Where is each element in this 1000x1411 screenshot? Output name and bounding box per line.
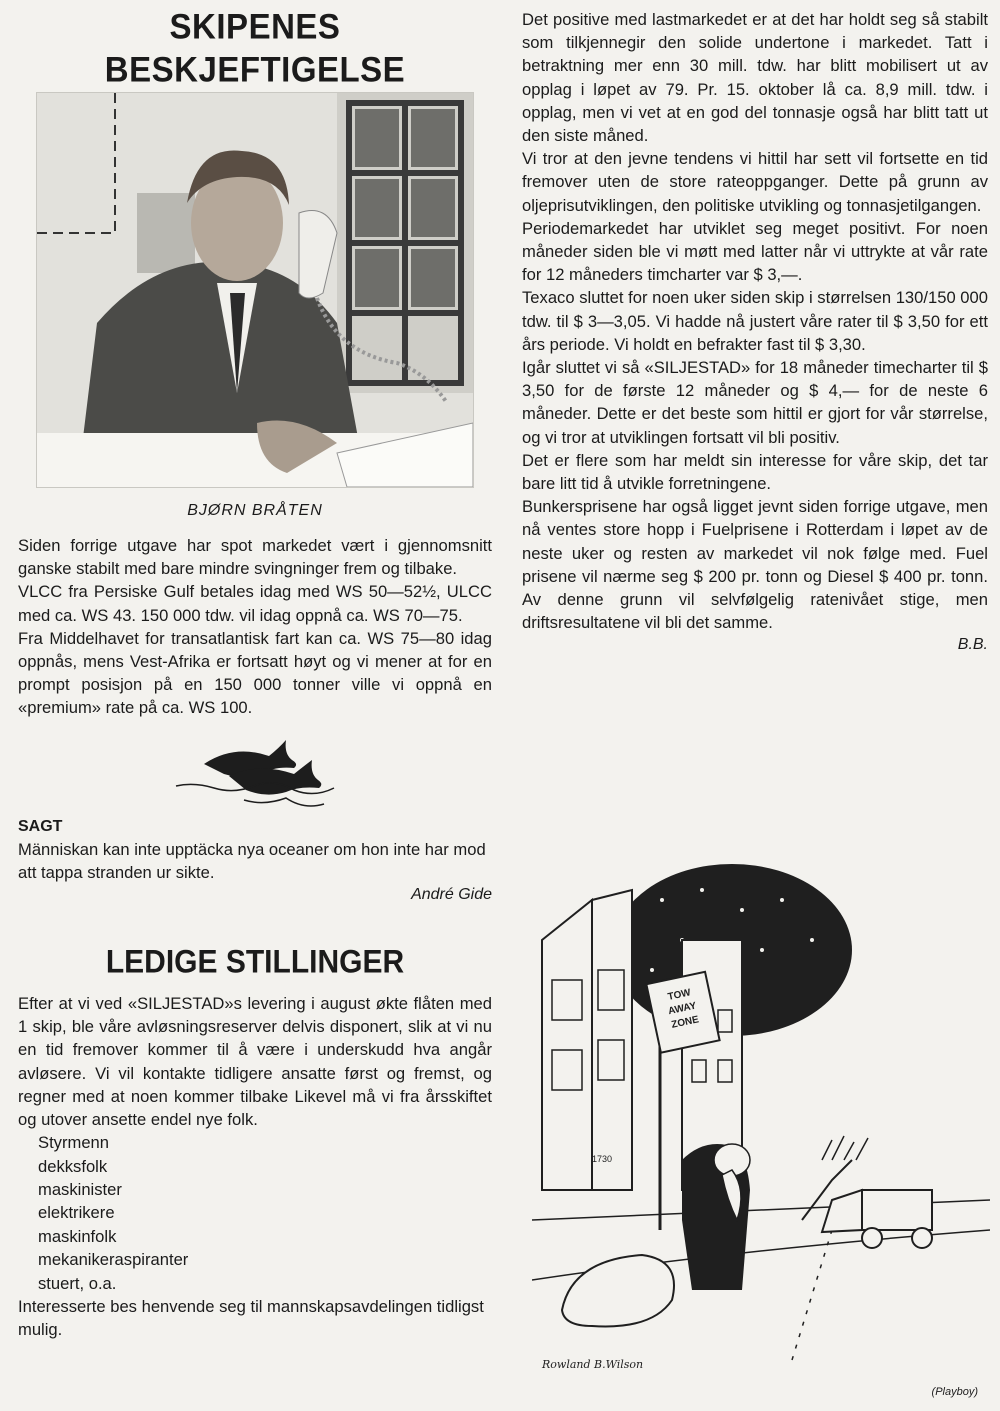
article-body-2-outro bbox=[18, 1295, 492, 1341]
article-signature: B.B. bbox=[957, 636, 988, 654]
svg-text:AWAY: AWAY bbox=[667, 1000, 698, 1018]
paragraph: Interesserte bes henvende seg til mannskapsavdelingen tidligst mulig. bbox=[18, 1297, 484, 1340]
paragraph: Det positive med lastmarkedet er at det har holdt seg så stabilt som tilkjennegir den solide undertone i markedet. Tatt i betraktning mer enn 30 mill. tdw. har blitt mobilisert ut av opplag i løpet av 79. Pr. 15. oktober lå ca. 8,9 mill. tdw. i opplag, men vi vet at en god del tonnasje også har blitt tatt ut den siste måned. bbox=[522, 10, 988, 146]
paragraph: Fra Middelhavet for transatlantisk fart kan ca. WS 75—80 idag oppnås, mens Vest-Afrika er fortsatt høyt og vi mener at for en prompt posisjon på en 150 000 tonner ville vi oppnå en «premium» rate på ca. WS 100. bbox=[18, 628, 492, 718]
article-headline: SKIPENES BESKJEFTIGELSE bbox=[104, 5, 406, 90]
photo-caption: BJØRN BRÅTEN bbox=[187, 502, 323, 519]
paragraph: Efter at vi ved «SILJESTAD»s levering i august økte flåten med 1 skip, ble våre avløsningsreserver delvis disponert, slik at vi nu en tid fremover kommer til å være i underskudd hva angår avløsere. Vi vil kontakte tidligere ansatte først og fremst, og regner med at noen kommer tilbake Likevel må vi fra årsskiftet og utover ansette endel nye folk. bbox=[18, 994, 492, 1130]
paragraph: Igår sluttet vi så «SILJESTAD» for 18 måneder timecharter til $ 3,50 for de første 12 måneder og $ 4,— for de neste 6 måneder. Dette er det beste som hittil er gjort for vår størrelse, og vi tror at utviklingen fortsatt vil bli positiv. bbox=[522, 358, 988, 447]
right-column bbox=[522, 8, 988, 654]
artist-signature: Rowland B.Wilson bbox=[542, 1358, 644, 1371]
paragraph: Periodemarkedet har utviklet seg meget positivt. For noen måneder siden ble vi møtt med latter når vi uttrykte at vår rate for 12 måneders timcharter var $ 3,—. bbox=[522, 218, 988, 285]
quote-author: André Gide bbox=[411, 886, 492, 904]
paragraph: Det er flere som har meldt sin interesse for våre skip, det tar bare litt tid å utvikle forretningene. bbox=[522, 450, 988, 494]
paragraph: Texaco sluttet for noen uker siden skip i størrelsen 130/150 000 tdw. til $ 3—3,05. Vi hadde nå justert våre rater til $ 3,50 for ett års periode. Vi holdt en befrakter fast til $ 3,30. bbox=[522, 288, 988, 354]
portrait-photo bbox=[36, 92, 474, 488]
paragraph: Vi tror at den jevne tendens vi hittil har sett vil fortsette en tid fremover uten de store rateoppganger. Dette på grunn av oljeprisutviklingen, den politiske utvikling og tonnasjetilgangen. bbox=[522, 149, 988, 215]
list-item: maskinister bbox=[38, 1180, 122, 1200]
quote-text: Människan kan inte upptäcka nya oceaner om hon inte har mod att tappa stranden ur sikte. bbox=[18, 839, 486, 882]
list-item: elektrikere bbox=[38, 1203, 115, 1223]
article-body-2 bbox=[18, 992, 492, 1131]
list-item: mekanikeraspiranter bbox=[38, 1250, 189, 1270]
portrait-illustration bbox=[37, 93, 473, 487]
left-column bbox=[18, 5, 492, 1342]
list-item: maskinfolk bbox=[38, 1226, 117, 1246]
paragraph: Bunkersprisene har også ligget jevnt siden forrige utgave, men nå ventes store hopp i Fuelprisene i Rotterdam i løpet av de neste uker og resten av markedet vil nok følge med. Fuel prisene vil nærme seg $ 200 pr. tonn og Diesel $ 400 pr. tonn. Av denne grunn vil selvfølgelig ratenivået stige, men driftsresultatene vil bli det samme. bbox=[522, 497, 988, 633]
paragraph: VLCC fra Persiske Gulf betales idag med WS 50—52½, ULCC med ca. WS 43. 150 000 tdw. vil idag oppnå ca. WS 70—75. bbox=[18, 582, 492, 625]
list-item: Styrmenn bbox=[38, 1133, 110, 1153]
image-credit: (Playboy) bbox=[931, 1386, 978, 1398]
cartoon-illustration bbox=[532, 860, 990, 1384]
svg-text:TOW: TOW bbox=[666, 987, 692, 1003]
quote-label: SAGT bbox=[18, 817, 63, 835]
dolphin-illustration-icon bbox=[174, 734, 344, 816]
quote-block bbox=[18, 816, 492, 904]
article-body-left bbox=[18, 534, 492, 720]
list-item: dekksfolk bbox=[38, 1156, 108, 1176]
positions-list bbox=[18, 1131, 492, 1295]
svg-text:1730: 1730 bbox=[592, 1154, 613, 1164]
article-body-right bbox=[522, 8, 988, 634]
paragraph: Siden forrige utgave har spot markedet vært i gjennomsnitt ganske stabilt med bare mindre svingninger frem og tilbake. bbox=[18, 536, 492, 579]
article-headline-2: LEDIGE STILLINGER bbox=[105, 944, 405, 981]
list-item: stuert, o.a. bbox=[38, 1273, 117, 1293]
svg-text:ZONE: ZONE bbox=[670, 1014, 700, 1031]
